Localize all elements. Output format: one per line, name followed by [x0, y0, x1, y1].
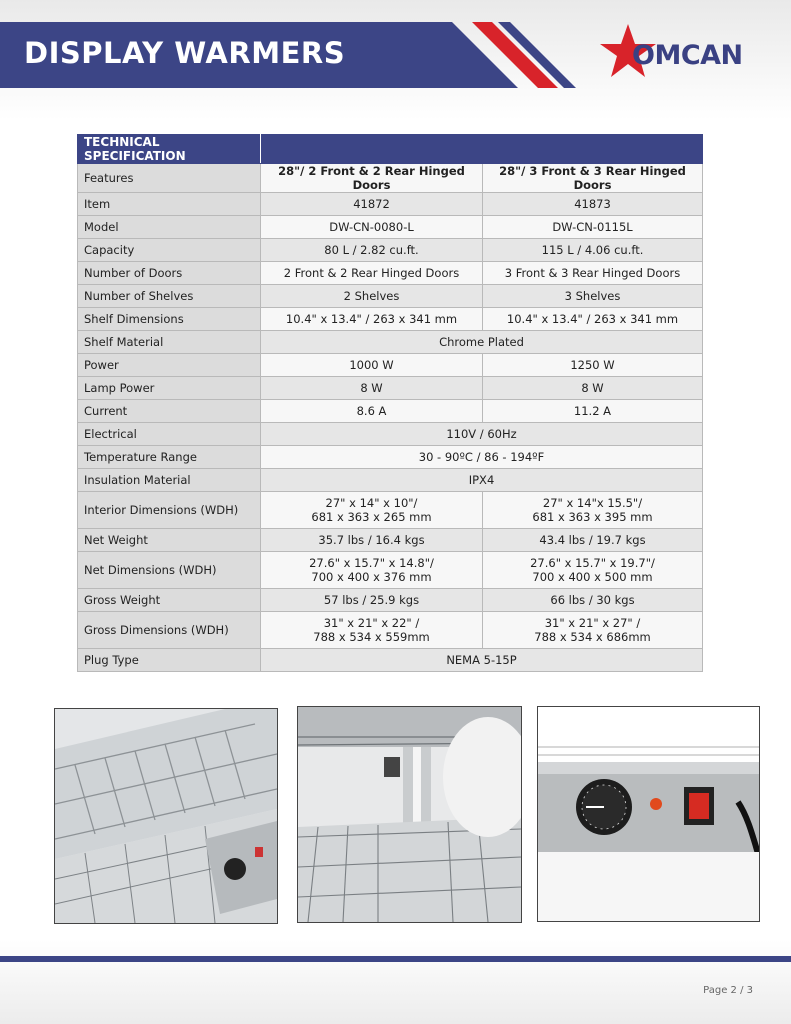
row-label: Shelf Dimensions — [78, 308, 261, 331]
page-title: DISPLAY WARMERS — [24, 36, 346, 70]
row-value-41873 — [483, 308, 703, 331]
row-value-41873 — [483, 552, 703, 589]
row-value-41872 — [261, 239, 483, 262]
row-value-41872 — [261, 216, 483, 239]
value-line: 66 lbs / 30 kgs — [550, 593, 635, 607]
brand-logo: OMCAN — [632, 40, 743, 71]
row-value-41873 — [483, 589, 703, 612]
footer-divider — [0, 956, 791, 962]
row-label: Capacity — [78, 239, 261, 262]
row-value-41872 — [261, 164, 483, 193]
row-label: Net Dimensions (WDH) — [78, 552, 261, 589]
value-line-2: 788 x 534 x 686mm — [534, 630, 651, 644]
row-value-41872 — [261, 400, 483, 423]
row-value-41873 — [483, 400, 703, 423]
value-line: DW-CN-0115L — [552, 220, 633, 234]
row-label: Model — [78, 216, 261, 239]
value-line: 27.6" x 15.7" x 14.8"/ — [309, 556, 434, 570]
table-row — [78, 529, 703, 552]
row-value-41872 — [261, 529, 483, 552]
row-value-41873 — [483, 354, 703, 377]
table-row — [78, 377, 703, 400]
row-value-41872 — [261, 612, 483, 649]
value-line: 10.4" x 13.4" / 263 x 341 mm — [285, 312, 458, 326]
row-value-41873 — [483, 285, 703, 308]
value-line: 31" x 21" x 27" / — [544, 616, 641, 630]
value-line: 27" x 14"x 15.5"/ — [542, 496, 643, 510]
row-label: Plug Type — [78, 649, 261, 672]
row-label: Gross Dimensions (WDH) — [78, 612, 261, 649]
photo-warmer-shelves — [54, 708, 278, 924]
row-label: Shelf Material — [78, 331, 261, 354]
value-line: 8 W — [360, 381, 383, 395]
row-value-shared: Chrome Plated — [261, 331, 703, 354]
row-value-41873 — [483, 529, 703, 552]
table-row — [78, 216, 703, 239]
value-line: DW-CN-0080-L — [329, 220, 414, 234]
row-label: Interior Dimensions (WDH) — [78, 492, 261, 529]
table-row — [78, 446, 703, 469]
row-value-shared: NEMA 5-15P — [261, 649, 703, 672]
table-row — [78, 193, 703, 216]
table-row — [78, 164, 703, 193]
row-value-41872 — [261, 262, 483, 285]
table-row — [78, 331, 703, 354]
row-value-41873 — [483, 193, 703, 216]
value-line: 115 L / 4.06 cu.ft. — [541, 243, 644, 257]
table-row — [78, 308, 703, 331]
spec-table — [77, 134, 703, 672]
table-row — [78, 589, 703, 612]
value-line: 8.6 A — [356, 404, 387, 418]
value-line: 11.2 A — [573, 404, 612, 418]
row-label: Item — [78, 193, 261, 216]
table-row — [78, 262, 703, 285]
photo-control-panel — [537, 706, 760, 922]
row-value-41873 — [483, 262, 703, 285]
value-line-2: 681 x 363 x 265 mm — [311, 510, 432, 524]
row-value-41873 — [483, 164, 703, 193]
row-value-41873 — [483, 492, 703, 529]
row-value-41872 — [261, 377, 483, 400]
row-value-41872 — [261, 354, 483, 377]
row-value-shared: 30 - 90ºC / 86 - 194ºF — [261, 446, 703, 469]
value-line: 27" x 14" x 10"/ — [325, 496, 418, 510]
row-value-41873 — [483, 612, 703, 649]
row-label: Insulation Material — [78, 469, 261, 492]
table-heading-right — [261, 135, 703, 164]
row-label: Temperature Range — [78, 446, 261, 469]
value-line-2: 700 x 400 x 376 mm — [311, 570, 432, 584]
row-label: Electrical — [78, 423, 261, 446]
row-value-41872 — [261, 285, 483, 308]
row-label: Number of Shelves — [78, 285, 261, 308]
row-value-shared: IPX4 — [261, 469, 703, 492]
value-line: 3 Front & 3 Rear Hinged Doors — [504, 266, 681, 280]
table-row — [78, 354, 703, 377]
row-value-41872 — [261, 193, 483, 216]
row-value-41872 — [261, 589, 483, 612]
table-row — [78, 612, 703, 649]
table-row — [78, 469, 703, 492]
row-value-41873 — [483, 239, 703, 262]
value-line: 1250 W — [570, 358, 615, 372]
value-line-2: 700 x 400 x 500 mm — [532, 570, 653, 584]
value-line: 27.6" x 15.7" x 19.7"/ — [530, 556, 655, 570]
row-label: Gross Weight — [78, 589, 261, 612]
value-line: 35.7 lbs / 16.4 kgs — [318, 533, 425, 547]
row-value-41873 — [483, 377, 703, 400]
value-line: 57 lbs / 25.9 kgs — [323, 593, 420, 607]
table-row — [78, 423, 703, 446]
value-line: 41872 — [353, 197, 390, 211]
table-row — [78, 400, 703, 423]
row-label: Current — [78, 400, 261, 423]
value-line: 8 W — [581, 381, 604, 395]
value-line: 31" x 21" x 22" / — [323, 616, 420, 630]
table-row — [78, 552, 703, 589]
table-row — [78, 285, 703, 308]
value-line-2: 681 x 363 x 395 mm — [532, 510, 653, 524]
table-row — [78, 649, 703, 672]
value-line: 1000 W — [349, 358, 394, 372]
row-value-41872 — [261, 492, 483, 529]
row-label: Power — [78, 354, 261, 377]
row-label: Features — [78, 164, 261, 193]
value-line: 80 L / 2.82 cu.ft. — [324, 243, 419, 257]
value-line-2: 788 x 534 x 559mm — [313, 630, 430, 644]
page-number: Page 2 / 3 — [703, 985, 753, 996]
row-label: Number of Doors — [78, 262, 261, 285]
photo-warmer-corner — [297, 706, 522, 923]
row-value-41872 — [261, 308, 483, 331]
table-row — [78, 239, 703, 262]
value-line: 41873 — [574, 197, 611, 211]
value-line: 10.4" x 13.4" / 263 x 341 mm — [506, 312, 679, 326]
row-label: Net Weight — [78, 529, 261, 552]
value-line: 3 Shelves — [564, 289, 621, 303]
value-line: 2 Shelves — [343, 289, 400, 303]
row-label: Lamp Power — [78, 377, 261, 400]
value-line: 28"/ 3 Front & 3 Rear Hinged Doors — [499, 164, 686, 192]
row-value-41873 — [483, 216, 703, 239]
value-line: 28"/ 2 Front & 2 Rear Hinged Doors — [278, 164, 465, 192]
table-row — [78, 492, 703, 529]
value-line: 43.4 lbs / 19.7 kgs — [539, 533, 646, 547]
row-value-41872 — [261, 552, 483, 589]
row-value-shared: 110V / 60Hz — [261, 423, 703, 446]
table-heading: TECHNICAL SPECIFICATION — [78, 135, 261, 164]
value-line: 2 Front & 2 Rear Hinged Doors — [283, 266, 460, 280]
